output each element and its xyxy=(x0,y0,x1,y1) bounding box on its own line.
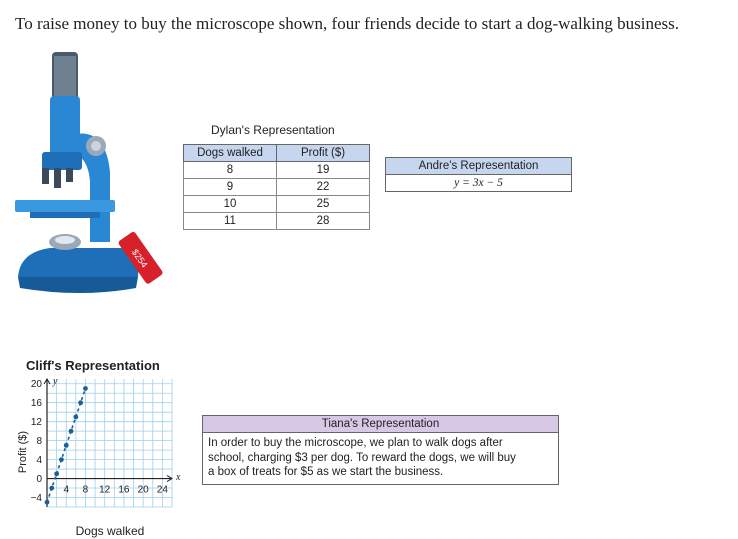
table-row xyxy=(184,196,370,213)
table-row xyxy=(184,179,370,196)
data-point xyxy=(54,471,59,476)
x-axis-letter: x xyxy=(176,472,181,483)
dylan-header-dogs: Dogs walked xyxy=(184,145,277,162)
table-cell: 19 xyxy=(277,162,370,179)
y-tick-label: 20 xyxy=(30,379,42,391)
y-tick-label: −4 xyxy=(30,493,42,505)
table-cell: 9 xyxy=(184,179,277,196)
cliff-graph xyxy=(10,372,190,539)
cliff-title: Cliff's Representation xyxy=(26,358,160,373)
data-point xyxy=(78,400,83,405)
table-row xyxy=(184,213,370,230)
x-tick-label: 20 xyxy=(137,484,149,496)
data-point xyxy=(83,386,88,391)
dylan-header-profit: Profit ($) xyxy=(277,145,370,162)
data-point xyxy=(45,500,50,505)
table-cell: 8 xyxy=(184,162,277,179)
tiana-title: Tiana's Representation xyxy=(203,416,558,433)
andre-equation: y = 3x − 5 xyxy=(454,177,503,189)
y-axis-label: Profit ($) xyxy=(17,430,29,474)
data-point xyxy=(69,429,74,434)
y-tick-label: 8 xyxy=(36,436,42,448)
dylan-table xyxy=(183,144,370,230)
x-tick-label: 12 xyxy=(99,484,111,496)
intro-text: To raise money to buy the microscope shown, four friends decide to start a dog-walking business. xyxy=(15,14,680,33)
tiana-line: a box of treats for $5 as we start the business. xyxy=(208,466,444,478)
table-cell: 28 xyxy=(277,213,370,230)
table-cell: 25 xyxy=(277,196,370,213)
microscope-image xyxy=(10,52,170,302)
tiana-line: school, charging $3 per dog. To reward the dogs, we will buy xyxy=(208,451,516,464)
data-point xyxy=(64,443,69,448)
data-point xyxy=(73,415,78,420)
y-tick-label: 16 xyxy=(30,398,42,410)
table-row xyxy=(184,162,370,179)
dylan-title: Dylan's Representation xyxy=(211,123,335,137)
y-tick-label: 4 xyxy=(36,455,42,467)
table-cell: 22 xyxy=(277,179,370,196)
data-point xyxy=(49,486,54,491)
x-tick-label: 16 xyxy=(118,484,130,496)
tiana-text xyxy=(203,433,558,484)
x-axis-label: Dogs walked xyxy=(75,524,145,538)
price-tag-text: $254 xyxy=(129,247,150,270)
andre-title: Andre's Representation xyxy=(386,158,571,175)
x-tick-label: 8 xyxy=(82,484,89,496)
x-tick-label: 4 xyxy=(63,484,70,496)
data-point xyxy=(59,457,64,462)
table-cell: 10 xyxy=(184,196,277,213)
tiana-box xyxy=(202,415,559,485)
x-tick-label: 24 xyxy=(156,484,168,496)
andre-box xyxy=(385,157,572,192)
y-tick-label: 0 xyxy=(36,474,42,486)
tiana-line: In order to buy the microscope, we plan to walk dogs after xyxy=(208,437,503,449)
y-tick-label: 12 xyxy=(30,417,42,429)
table-cell: 11 xyxy=(184,213,277,230)
y-axis-letter: y xyxy=(53,376,58,387)
